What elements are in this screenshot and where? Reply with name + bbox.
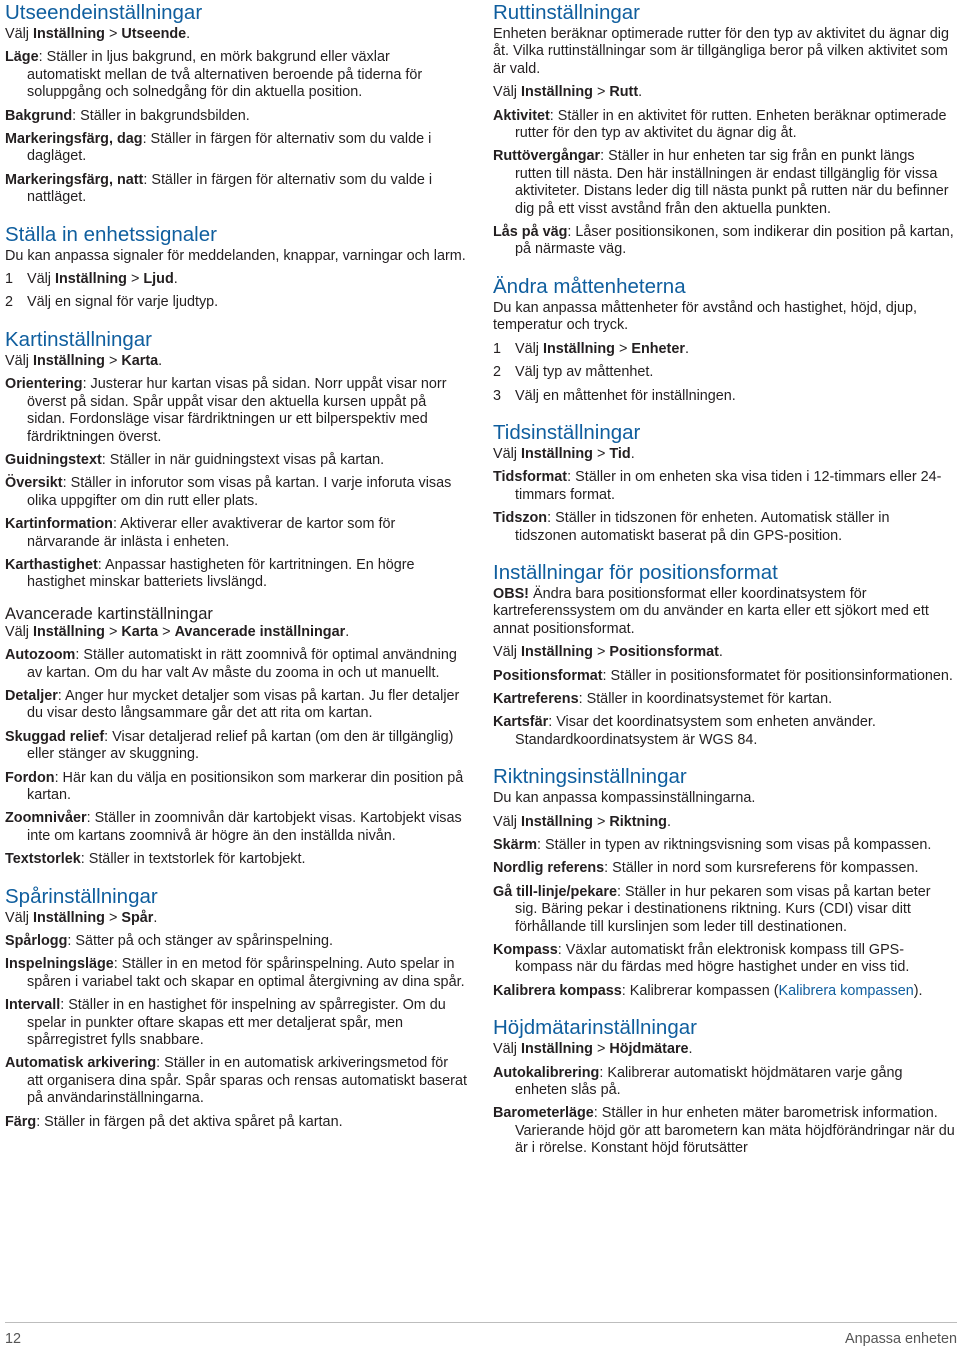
- term: Guidningstext: [5, 451, 102, 468]
- step-text: Välj typ av måttenhet.: [515, 364, 654, 381]
- description: : Aktiverar eller avaktiverar de kartor som för närvarande är inlästa i enheten.: [27, 516, 396, 550]
- step-number: 2: [493, 364, 502, 381]
- section-signaler: [5, 223, 467, 312]
- nav-menu-item: Inställning: [521, 813, 593, 830]
- description: : Växlar automatiskt från elektronisk kompass till GPS-kompass när du färdas med högre hastighet under en viss tid.: [515, 942, 910, 976]
- term: Läge: [5, 49, 39, 66]
- term: Nordlig referens: [493, 860, 605, 877]
- section-title: Kartinställningar: [5, 327, 152, 351]
- definition-item: [5, 1114, 467, 1131]
- nav-text: .: [158, 352, 163, 369]
- step-text: .: [684, 340, 689, 357]
- description: : Ställer in tidszonen för enheten. Automatisk ställer in tidszonen automatiskt baserat på din GPS-position.: [515, 510, 890, 544]
- subsection-title: Avancerade kartinställningar: [5, 604, 213, 623]
- definition-item: [493, 942, 955, 977]
- definition-item: [5, 557, 467, 592]
- description: ).: [913, 982, 923, 999]
- term: Gå till-linje/pekare: [493, 883, 617, 900]
- term: Autozoom: [5, 647, 76, 664]
- step-item: [493, 364, 955, 381]
- definition-item: [493, 1105, 955, 1157]
- step-number: 3: [493, 387, 502, 404]
- definition-item: [5, 516, 467, 551]
- step-text: Välj: [515, 340, 543, 357]
- calibrate-compass-link[interactable]: Kalibrera kompassen: [778, 982, 914, 999]
- nav-menu-item: Tid: [609, 445, 631, 462]
- nav-path: [5, 26, 467, 43]
- section-title: Ruttinställningar: [493, 1, 640, 24]
- nav-menu-item: Inställning: [521, 445, 593, 462]
- description: : Ställer in när guidningstext visas på kartan.: [101, 451, 385, 468]
- nav-menu-item: Karta: [121, 623, 159, 640]
- term: Skuggad relief: [5, 728, 105, 745]
- description: : Justerar hur kartan visas på sidan. Norr uppåt visar norr överst på sidan. Spår uppåt visar den aktuella kursen uppåt på sidan. Fordonsläge visar färdriktningen ur ett bilperspektiv med färdriktningen överst.: [27, 376, 447, 445]
- left-column: [5, 0, 467, 1137]
- nav-text: .: [345, 623, 350, 640]
- definition-item: [5, 172, 467, 207]
- description: : Ställer in hur enheten mäter barometrisk information. Varierande höjd gör att barometern kan mäta höjdförändringar när du är i rörelse. Konstant höjd förutsätter: [515, 1105, 955, 1157]
- description: : Låser positionsikonen, som indikerar din position på kartan, på närmaste väg.: [515, 224, 954, 258]
- term: Tidsformat: [493, 469, 568, 486]
- definition-item: [493, 714, 955, 749]
- section-rutt: [493, 1, 955, 259]
- step-item: [493, 388, 955, 405]
- definition-item: [5, 997, 467, 1049]
- term: Kalibrera kompass: [493, 982, 622, 999]
- description: : Ställer in textstorlek för kartobjekt.: [80, 851, 306, 868]
- nav-separator: >: [592, 445, 610, 462]
- intro-text: Du kan anpassa kompassinställningarna.: [493, 790, 756, 807]
- nav-text: Välj: [493, 445, 521, 462]
- section-utseende: [5, 1, 467, 207]
- term: Barometerläge: [493, 1105, 594, 1122]
- nav-path: [493, 1041, 955, 1058]
- term: Översikt: [5, 475, 63, 492]
- note: [493, 586, 955, 638]
- description: : Ställer in en metod för spårinspelning. Auto spelar in spåren i variabel takt och skapar en optimal återgivning av dina spår.: [27, 956, 465, 990]
- definition-item: [5, 108, 467, 125]
- definition-item: [5, 452, 467, 469]
- term: Tidszon: [493, 510, 548, 527]
- nav-separator: >: [126, 271, 144, 288]
- definition-item: [5, 933, 467, 950]
- nav-text: Välj: [5, 909, 33, 926]
- description: : Sätter på och stänger av spårinspelning.: [67, 933, 333, 950]
- description: : Anger hur mycket detaljer som visas på kartan. Ju fler detaljer du visar desto långsammare går det att rita om kartan.: [27, 687, 460, 722]
- footer-chapter-title: Anpassa enheten: [844, 1331, 957, 1347]
- nav-path: [5, 624, 467, 641]
- nav-menu-item: Inställning: [521, 84, 593, 101]
- term: Kartinformation: [5, 516, 113, 533]
- nav-text: Välj: [5, 352, 33, 369]
- step-number: 1: [5, 271, 14, 288]
- step-text: .: [173, 271, 178, 288]
- nav-text: .: [666, 813, 671, 830]
- definition-item: [493, 837, 955, 854]
- note-label: OBS!: [493, 585, 529, 602]
- nav-text: Välj: [493, 84, 521, 101]
- definition-item: [5, 729, 467, 764]
- nav-path: [493, 644, 955, 661]
- term: Skärm: [493, 837, 538, 853]
- definition-item: [5, 376, 467, 446]
- definition-item: [5, 1055, 467, 1107]
- definition-item: [5, 956, 467, 991]
- definition-item: [493, 884, 955, 936]
- description: : Visar det koordinatsystem som enheten använder. Standardkoordinatsystem är WGS 84.: [515, 714, 876, 748]
- section-riktning: [493, 765, 955, 1000]
- nav-text: .: [153, 909, 158, 926]
- description: : Ställer in typen av riktningsvisning som visas på kompassen.: [537, 837, 932, 853]
- nav-menu-item: Inställning: [33, 352, 105, 369]
- term: Zoomnivåer: [5, 810, 87, 827]
- section-tid: [493, 421, 955, 545]
- nav-path: [493, 814, 955, 831]
- description: : Ställer in bakgrundsbilden.: [72, 107, 250, 124]
- definition-item: [493, 691, 955, 708]
- term: Autokalibrering: [493, 1064, 600, 1081]
- nav-text: .: [630, 445, 635, 462]
- section-title: Höjdmätarinställningar: [493, 1016, 697, 1040]
- section-spar: [5, 885, 467, 1131]
- nav-menu-item: Karta: [121, 352, 159, 369]
- nav-path: [493, 84, 955, 101]
- step-text: Välj en signal för varje ljudtyp.: [27, 294, 219, 311]
- description: : Ställer in hur enheten tar sig från en punkt längs rutten till nästa. Den här inställningen är endast tillgänglig för vissa aktiviteter. Distans leder dig till nästa punkt på rutten när du befinner dig på ett visst avstånd från den aktuella punkten.: [515, 148, 949, 217]
- description: : Ställer in färgen för alternativ som du valde i dagläget.: [27, 131, 432, 165]
- nav-menu-item: Inställning: [521, 644, 593, 661]
- nav-separator: >: [158, 623, 175, 640]
- description: : Ställer in färgen för alternativ som du valde i nattläget.: [27, 171, 433, 206]
- description: : Ställer in nord som kursreferens för kompassen.: [604, 860, 919, 877]
- nav-menu-item: Avancerade inställningar: [174, 623, 346, 640]
- definition-item: [5, 647, 467, 682]
- note-text: Ändra bara positionsformat eller koordinatsystem för kartreferenssystem om du använder en karta eller ett sjökort med ett annat positionsformat.: [493, 585, 929, 637]
- step-item: [493, 341, 955, 358]
- section-matt: [493, 275, 955, 405]
- description: : Ställer in koordinatsystemet för kartan.: [578, 690, 833, 707]
- description: : Ställer in om enheten ska visa tiden i 12-timmars eller 24-timmars format.: [515, 469, 942, 503]
- nav-separator: >: [104, 909, 122, 926]
- term: Positionsformat: [493, 667, 603, 684]
- term: Karthastighet: [5, 556, 98, 573]
- definition-item: [5, 475, 467, 510]
- nav-menu-item: Riktning: [609, 813, 667, 830]
- section-karta: [5, 328, 467, 592]
- step-text: Välj en måttenhet för inställningen.: [515, 387, 736, 404]
- description: : Ställer in inforutor som visas på kartan. I varje inforuta visas olika uppgifter om din rutt eller plats.: [27, 475, 452, 509]
- description: : Ställer in en automatisk arkiveringsmetod för att organisera dina spår. Spår sparas och rensas automatiskt baserat på användarinställningarna.: [27, 1055, 467, 1107]
- nav-menu-item: Ljud: [143, 271, 174, 288]
- step-item: [5, 294, 467, 311]
- nav-menu-item: Inställning: [33, 26, 105, 42]
- nav-menu-item: Inställning: [33, 909, 105, 926]
- description: : Ställer automatiskt in rätt zoomnivå för optimal användning av kartan. Om du har valt Av måste du zooma in och ut manuellt.: [27, 647, 457, 681]
- section-title: Ändra måttenheterna: [493, 274, 686, 298]
- section-title: Utseendeinställningar: [5, 1, 203, 24]
- nav-text: Välj: [5, 623, 33, 640]
- term: Bakgrund: [5, 107, 73, 124]
- section-hojd: [493, 1016, 955, 1157]
- description: : Här kan du välja en positionsikon som markerar din position på kartan.: [27, 769, 464, 803]
- nav-path: [493, 446, 955, 463]
- step-text: Välj: [27, 271, 55, 288]
- term: Lås på väg: [493, 224, 568, 241]
- term: Textstorlek: [5, 851, 81, 868]
- description: : Anpassar hastigheten för kartritningen. En högre hastighet minskar batteriets livslängd.: [27, 556, 415, 591]
- nav-menu-item: Inställning: [55, 271, 127, 288]
- nav-separator: >: [104, 26, 122, 42]
- definition-item: [493, 983, 955, 1000]
- nav-separator: >: [614, 340, 632, 357]
- description: : Ställer in färgen på det aktiva spåret på kartan.: [36, 1113, 343, 1130]
- definition-item: [493, 108, 955, 143]
- term: Kompass: [493, 942, 558, 959]
- definition-item: [493, 668, 955, 685]
- nav-menu-item: Inställning: [543, 340, 615, 357]
- nav-separator: >: [592, 813, 610, 830]
- step-number: 1: [493, 340, 502, 357]
- nav-menu-item: Inställning: [33, 623, 105, 640]
- definition-item: [5, 688, 467, 723]
- definition-item: [493, 860, 955, 877]
- nav-separator: >: [104, 623, 122, 640]
- intro-text: Du kan anpassa måttenheter för avstånd och hastighet, höjd, djup, temperatur och tryck.: [493, 299, 917, 334]
- term: Markeringsfärg, natt: [5, 171, 144, 188]
- nav-menu-item: Höjdmätare: [609, 1041, 689, 1058]
- term: Kartreferens: [493, 690, 579, 707]
- section-title: Ställa in enhetssignaler: [5, 222, 217, 246]
- definition-item: [493, 224, 955, 259]
- nav-text: .: [638, 84, 643, 101]
- definition-item: [493, 510, 955, 545]
- nav-separator: >: [592, 84, 610, 101]
- section-title: Spårinställningar: [5, 884, 158, 908]
- section-position: [493, 561, 955, 749]
- nav-path: [5, 353, 467, 370]
- nav-menu-item: Inställning: [521, 1041, 593, 1058]
- section-title: Tidsinställningar: [493, 420, 641, 444]
- description: : Ställer in en hastighet för inspelning av spårregister. Om du spelar in punkter oftare skapas ett mer detaljerat spår, men spårregistret fylls snabbare.: [27, 997, 446, 1049]
- term: Detaljer: [5, 687, 58, 704]
- definition-item: [5, 810, 467, 845]
- term: Markeringsfärg, dag: [5, 131, 143, 148]
- term: Spårlogg: [5, 933, 68, 950]
- section-title: Riktningsinställningar: [493, 765, 687, 789]
- nav-menu-item: Positionsformat: [609, 644, 719, 661]
- nav-menu-item: Spår: [121, 909, 154, 926]
- term: Intervall: [5, 997, 61, 1014]
- definition-item: [5, 770, 467, 805]
- nav-separator: >: [592, 1041, 610, 1058]
- description: : Kalibrerar automatiskt höjdmätaren varje gång enheten slås på.: [515, 1064, 903, 1099]
- term: Automatisk arkivering: [5, 1055, 157, 1072]
- nav-text: .: [688, 1041, 693, 1058]
- page-number: 12: [5, 1331, 22, 1347]
- nav-separator: >: [104, 352, 122, 369]
- description: : Ställer in zoomnivån där kartobjekt visas. Kartobjekt visas inte om kartans zoomnivå är högre än den inställda nivån.: [27, 810, 462, 844]
- step-number: 2: [5, 294, 14, 311]
- definition-item: [5, 49, 467, 101]
- term: Färg: [5, 1113, 37, 1130]
- nav-text: Välj: [493, 644, 521, 661]
- section-title: Inställningar för positionsformat: [493, 560, 778, 584]
- nav-text: Välj: [5, 26, 33, 42]
- term: Fordon: [5, 769, 55, 786]
- term: Orientering: [5, 376, 83, 393]
- term: Kartsfär: [493, 714, 549, 731]
- step-item: [5, 271, 467, 288]
- description: : Ställer in hur pekaren som visas på kartan beter sig. Bäring pekar i destinationens riktning. Kurs (CDI) visar ditt förhållande till kurslinjen som leder till destinationen.: [515, 883, 931, 935]
- nav-text: .: [186, 26, 191, 42]
- term: Ruttövergångar: [493, 148, 601, 165]
- definition-item: [5, 851, 467, 868]
- definition-item: [493, 1065, 955, 1100]
- definition-item: [493, 469, 955, 504]
- nav-text: Välj: [493, 813, 521, 830]
- intro-text: Du kan anpassa signaler för meddelanden, knappar, varningar och larm.: [5, 247, 466, 264]
- nav-menu-item: Enheter: [631, 340, 685, 357]
- description: : Ställer in en aktivitet för rutten. Enheten beräknar optimerade rutter för den typ av aktivitet du ägnar dig åt.: [515, 107, 947, 142]
- nav-text: .: [718, 644, 723, 661]
- description: : Ställer in positionsformatet för positionsinformationen.: [602, 667, 953, 684]
- intro-text: Enheten beräknar optimerade rutter för den typ av aktivitet du ägnar dig åt. Vilka ruttinställningar som är tillgängliga beror på vilken aktivitet som är vald.: [493, 26, 949, 77]
- nav-separator: >: [592, 644, 610, 661]
- definition-item: [493, 148, 955, 218]
- section-avancerade: [5, 604, 467, 869]
- description: : Kalibrerar kompassen (: [621, 982, 779, 999]
- nav-menu-item: Utseende: [121, 26, 187, 42]
- right-column: [493, 0, 955, 1164]
- description: : Visar detaljerad relief på kartan (om den är tillgänglig) eller stänger av skuggning.: [27, 728, 454, 763]
- nav-text: Välj: [493, 1041, 521, 1058]
- term: Aktivitet: [493, 107, 550, 124]
- description: : Ställer in ljus bakgrund, en mörk bakgrund eller växlar automatiskt mellan de två alternativen beroende på tiderna för soluppgång och solnedgång för din aktuella position.: [27, 49, 423, 101]
- nav-menu-item: Rutt: [609, 84, 639, 101]
- definition-item: [5, 131, 467, 166]
- nav-path: [5, 910, 467, 927]
- term: Inspelningsläge: [5, 956, 114, 973]
